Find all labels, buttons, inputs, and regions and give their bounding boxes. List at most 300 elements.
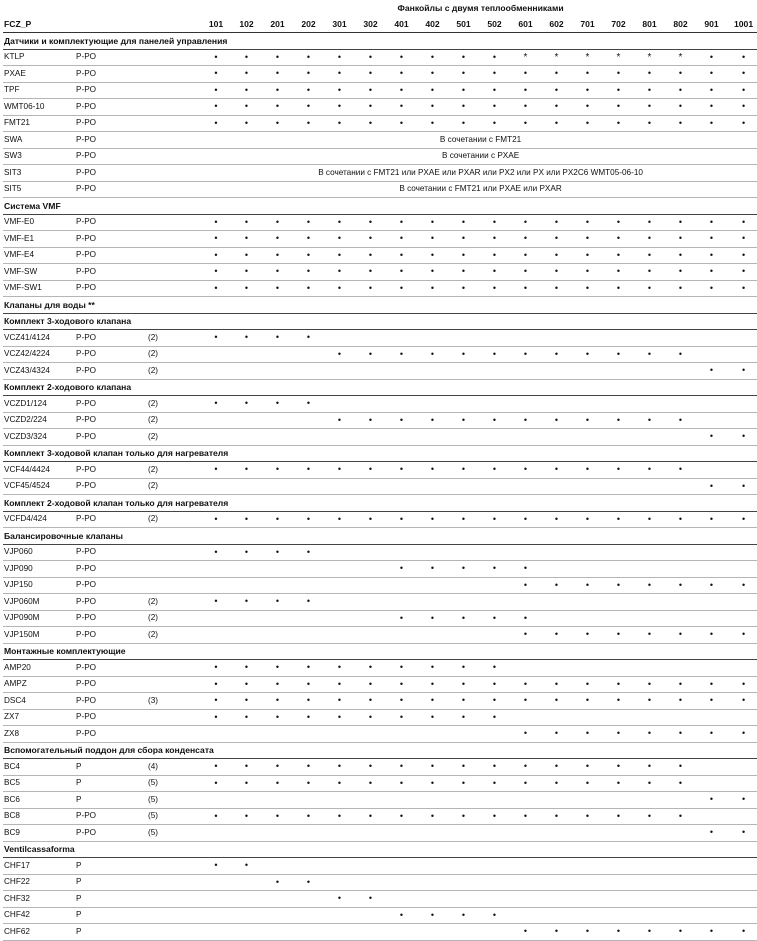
compat-dot: • [696,726,727,743]
version-code: P-PO [75,726,145,743]
compat-star: * [634,50,665,67]
compat-dot: • [541,627,572,644]
compat-dot: • [293,231,324,248]
table-row [3,511,757,528]
compat-dot: • [727,247,757,264]
compat-cell [696,907,727,924]
footnote-ref [145,49,201,66]
compat-dot: • [448,66,479,83]
compat-dot: • [448,660,479,677]
footnote-ref: (2) [145,511,201,528]
compat-dot: • [231,594,262,611]
compat-dot: • [665,214,696,231]
accessory-code: VCF45/4524 [3,478,75,495]
column-header: 301 [324,16,355,33]
compat-star: * [572,50,603,67]
compat-dot: • [201,49,231,66]
version-code: P-PO [75,577,145,594]
compat-dot: • [603,66,634,83]
version-code: P [75,792,145,809]
table-row [3,247,757,264]
compat-cell [355,858,386,875]
compat-cell [634,792,665,809]
compat-dot: • [634,693,665,710]
footnote-ref [145,99,201,116]
compat-cell [262,363,293,380]
compat-dot: • [293,396,324,413]
compat-cell [324,544,355,561]
compat-cell [324,577,355,594]
table-row [3,759,757,776]
compat-dot: • [355,247,386,264]
compat-dot: • [293,115,324,132]
compat-dot: • [479,66,510,83]
compat-cell [386,726,417,743]
compat-cell [324,858,355,875]
compat-dot: • [386,561,417,578]
compat-dot: • [541,775,572,792]
compat-cell [386,825,417,842]
compat-dot: • [448,676,479,693]
column-header-row [3,16,757,33]
compat-dot: • [355,82,386,99]
accessory-code: BC4 [3,759,75,776]
compat-dot: • [479,99,510,116]
compat-dot: • [572,280,603,297]
compat-cell [386,792,417,809]
compat-cell [293,891,324,908]
compat-cell [479,874,510,891]
accessory-code: VCZ41/4124 [3,330,75,347]
compat-cell [293,858,324,875]
compat-dot: • [603,82,634,99]
compat-dot: • [479,115,510,132]
compat-cell [479,396,510,413]
compat-cell [634,660,665,677]
compat-cell [634,478,665,495]
compat-cell [417,874,448,891]
footnote-ref [145,676,201,693]
compat-cell [603,825,634,842]
compat-dot: • [293,330,324,347]
compat-dot: • [479,511,510,528]
compat-cell [572,660,603,677]
compat-dot: • [324,891,355,908]
compat-cell [727,907,757,924]
compat-dot: • [541,577,572,594]
compat-dot: • [665,231,696,248]
compat-dot: • [727,924,757,941]
version-code: P-PO [75,412,145,429]
compat-dot: • [355,214,386,231]
compat-dot: • [324,346,355,363]
compat-dot: • [324,66,355,83]
version-code: P-PO [75,99,145,116]
compat-cell [510,594,541,611]
compat-dot: • [603,346,634,363]
compat-dot: • [231,676,262,693]
compat-dot: • [572,627,603,644]
compat-dot: • [417,346,448,363]
version-code: P-PO [75,66,145,83]
compat-cell [727,346,757,363]
compat-dot: • [572,66,603,83]
compat-dot: • [417,247,448,264]
compat-dot: • [696,231,727,248]
compat-cell [634,429,665,446]
compat-dot: • [293,775,324,792]
compat-dot: • [727,693,757,710]
compat-cell [603,561,634,578]
accessory-code: KTLP [3,49,75,66]
compat-dot: • [510,924,541,941]
version-code: P-PO [75,693,145,710]
compat-dot: • [603,99,634,116]
compat-dot: • [231,660,262,677]
compat-dot: • [386,808,417,825]
compat-dot: • [293,82,324,99]
compat-dot: • [293,264,324,281]
compat-cell [572,478,603,495]
compat-cell [572,544,603,561]
compat-dot: • [262,99,293,116]
compat-cell [262,726,293,743]
compat-dot: • [479,676,510,693]
compat-dot: • [231,99,262,116]
compat-dot: • [231,82,262,99]
compat-dot: • [510,693,541,710]
compat-cell [665,363,696,380]
compat-cell [448,544,479,561]
compat-cell [386,330,417,347]
compat-cell [634,396,665,413]
compat-cell [727,330,757,347]
accessory-code: VCF44/4424 [3,462,75,479]
compat-dot: • [386,511,417,528]
column-header: 202 [293,16,324,33]
compat-cell [510,544,541,561]
compat-dot: • [541,759,572,776]
compat-cell [262,610,293,627]
compat-dot: • [293,49,324,66]
compat-cell [293,627,324,644]
compat-dot: • [417,264,448,281]
compat-dot: • [665,759,696,776]
compat-dot: • [262,330,293,347]
section-header-row [3,841,757,858]
section-title: Клапаны для воды ** [3,297,757,314]
compat-dot: • [231,693,262,710]
compat-cell [324,561,355,578]
compat-cell [510,874,541,891]
compat-dot: • [603,462,634,479]
compat-dot: • [727,627,757,644]
compat-dot: • [665,726,696,743]
compat-cell [510,709,541,726]
compat-dot: • [355,462,386,479]
compat-dot: • [572,759,603,776]
compat-dot: • [386,462,417,479]
table-row [3,693,757,710]
compat-cell [696,412,727,429]
accessory-code: WMT06-10 [3,99,75,116]
compat-cell [262,924,293,941]
compat-dot: • [541,676,572,693]
footnote-ref: (2) [145,412,201,429]
compat-dot: • [386,610,417,627]
version-code: P-PO [75,825,145,842]
compat-dot: • [448,907,479,924]
compat-cell [448,726,479,743]
compat-dot: • [417,676,448,693]
table-row [3,280,757,297]
compat-cell [293,363,324,380]
footnote-ref: (2) [145,363,201,380]
compat-cell [386,429,417,446]
compat-dot: • [479,462,510,479]
compat-cell [201,561,231,578]
compat-dot: • [634,99,665,116]
compat-dot: • [479,82,510,99]
compat-dot: • [510,577,541,594]
compat-dot: • [386,693,417,710]
compat-dot: • [417,99,448,116]
compat-dot: • [355,49,386,66]
table-row [3,66,757,83]
compat-cell [386,924,417,941]
compat-cell [201,363,231,380]
compat-dot: • [386,264,417,281]
column-header: 1001 [727,16,757,33]
compat-star: * [665,50,696,67]
compat-cell [448,627,479,644]
footnote-ref [145,214,201,231]
compat-cell [262,412,293,429]
accessory-code: BC9 [3,825,75,842]
compat-cell [293,907,324,924]
compat-cell [293,478,324,495]
compat-dot: • [541,346,572,363]
compat-cell [448,396,479,413]
compat-dot: • [727,726,757,743]
compat-dot: • [386,49,417,66]
group-title: Фанкойлы с двумя теплообменниками [397,2,564,13]
compat-dot: • [355,891,386,908]
compat-cell [510,891,541,908]
footnote-ref: (4) [145,759,201,776]
accessory-code: CHF17 [3,858,75,875]
compat-cell [665,709,696,726]
compat-dot: • [386,907,417,924]
compat-cell [696,561,727,578]
compat-dot: • [510,627,541,644]
version-code: P-PO [75,82,145,99]
compat-cell [262,429,293,446]
compat-dot: • [510,247,541,264]
compat-dot: • [479,214,510,231]
compat-cell [572,561,603,578]
compat-cell [386,627,417,644]
compat-cell [479,330,510,347]
compat-dot: • [324,99,355,116]
column-header: 102 [231,16,262,33]
compat-dot: • [448,115,479,132]
compat-cell [262,792,293,809]
table-row [3,363,757,380]
footnote-ref [145,132,201,149]
compat-cell [293,429,324,446]
footnote-ref [145,858,201,875]
footnote-ref: (5) [145,808,201,825]
compat-cell [634,891,665,908]
version-code: P-PO [75,610,145,627]
compat-dot: • [262,693,293,710]
footnote-ref: (2) [145,330,201,347]
compat-cell [541,825,572,842]
compat-cell [603,330,634,347]
compat-cell [665,544,696,561]
compat-dot: • [634,462,665,479]
column-header: 701 [572,16,603,33]
table-row [3,775,757,792]
compat-cell [541,891,572,908]
compat-dot: • [262,264,293,281]
compat-dot: • [448,247,479,264]
table-row [3,924,757,941]
compat-dot: • [603,693,634,710]
compat-cell [696,891,727,908]
compat-dot: • [324,264,355,281]
compat-dot: • [572,115,603,132]
compat-cell [572,330,603,347]
compat-cell [572,610,603,627]
compat-cell [355,330,386,347]
compat-dot: • [417,412,448,429]
compat-dot: • [293,544,324,561]
compat-dot: • [696,693,727,710]
section-title: Ventilcassaforma [3,841,757,858]
compat-cell [231,429,262,446]
compat-dot: • [448,808,479,825]
table-row [3,264,757,281]
compat-cell [201,891,231,908]
compat-cell [572,825,603,842]
compat-dot: • [448,511,479,528]
compat-dot: • [231,115,262,132]
compat-dot: • [541,115,572,132]
compat-cell [541,478,572,495]
compat-dot: • [293,693,324,710]
table-row [3,165,757,182]
table-row [3,181,757,198]
compat-cell [634,907,665,924]
compat-dot: • [231,66,262,83]
compat-cell [696,462,727,479]
compat-cell [231,478,262,495]
compat-cell [324,363,355,380]
compat-cell [386,396,417,413]
accessory-code: SWA [3,132,75,149]
compat-cell [324,792,355,809]
compat-cell [603,891,634,908]
footnote-ref [145,280,201,297]
compat-cell [541,858,572,875]
footnote-ref [145,726,201,743]
compat-cell [665,792,696,809]
compat-cell [417,726,448,743]
compat-dot: • [510,561,541,578]
compat-cell [696,660,727,677]
compat-cell [355,594,386,611]
compat-dot: • [293,676,324,693]
compat-dot: • [634,924,665,941]
compat-cell [603,478,634,495]
compat-dot: • [448,709,479,726]
version-code: P-PO [75,594,145,611]
table-row [3,148,757,165]
compat-dot: • [634,726,665,743]
footnote-ref [145,709,201,726]
table-row [3,330,757,347]
compat-dot: • [510,759,541,776]
accessory-code: VCZD1/124 [3,396,75,413]
compat-dot: • [479,264,510,281]
compat-cell [665,907,696,924]
accessory-code: VJP090 [3,561,75,578]
compat-dot: • [262,808,293,825]
compat-cell [231,412,262,429]
footnote-ref [145,231,201,248]
compat-dot: • [727,363,757,380]
compat-dot: • [386,82,417,99]
compat-cell [355,610,386,627]
compat-cell [448,594,479,611]
compat-dot: • [665,66,696,83]
compat-cell [696,709,727,726]
compat-dot: • [324,231,355,248]
compat-dot: • [727,66,757,83]
footnote-ref [145,66,201,83]
compat-cell [634,594,665,611]
compat-dot: • [231,462,262,479]
footnote-ref [145,874,201,891]
compat-cell [665,874,696,891]
compat-cell [417,330,448,347]
compat-dot: • [510,775,541,792]
compat-dot: • [262,280,293,297]
compat-dot: • [201,66,231,83]
compat-cell [541,429,572,446]
compat-cell [355,874,386,891]
accessory-code: SIT3 [3,165,75,182]
accessory-code: VMF-E1 [3,231,75,248]
compat-dot: • [231,511,262,528]
footnote-ref: (2) [145,346,201,363]
version-code: P-PO [75,330,145,347]
compat-dot: • [479,412,510,429]
compat-cell [448,429,479,446]
header-spacer [3,0,201,16]
footnote-ref [145,907,201,924]
compat-dot: • [355,676,386,693]
compat-dot: • [572,693,603,710]
compat-dot: • [572,247,603,264]
compat-dot: • [231,544,262,561]
compat-dot: • [603,676,634,693]
compat-dot: • [417,808,448,825]
compat-dot: • [293,99,324,116]
compat-cell [201,478,231,495]
